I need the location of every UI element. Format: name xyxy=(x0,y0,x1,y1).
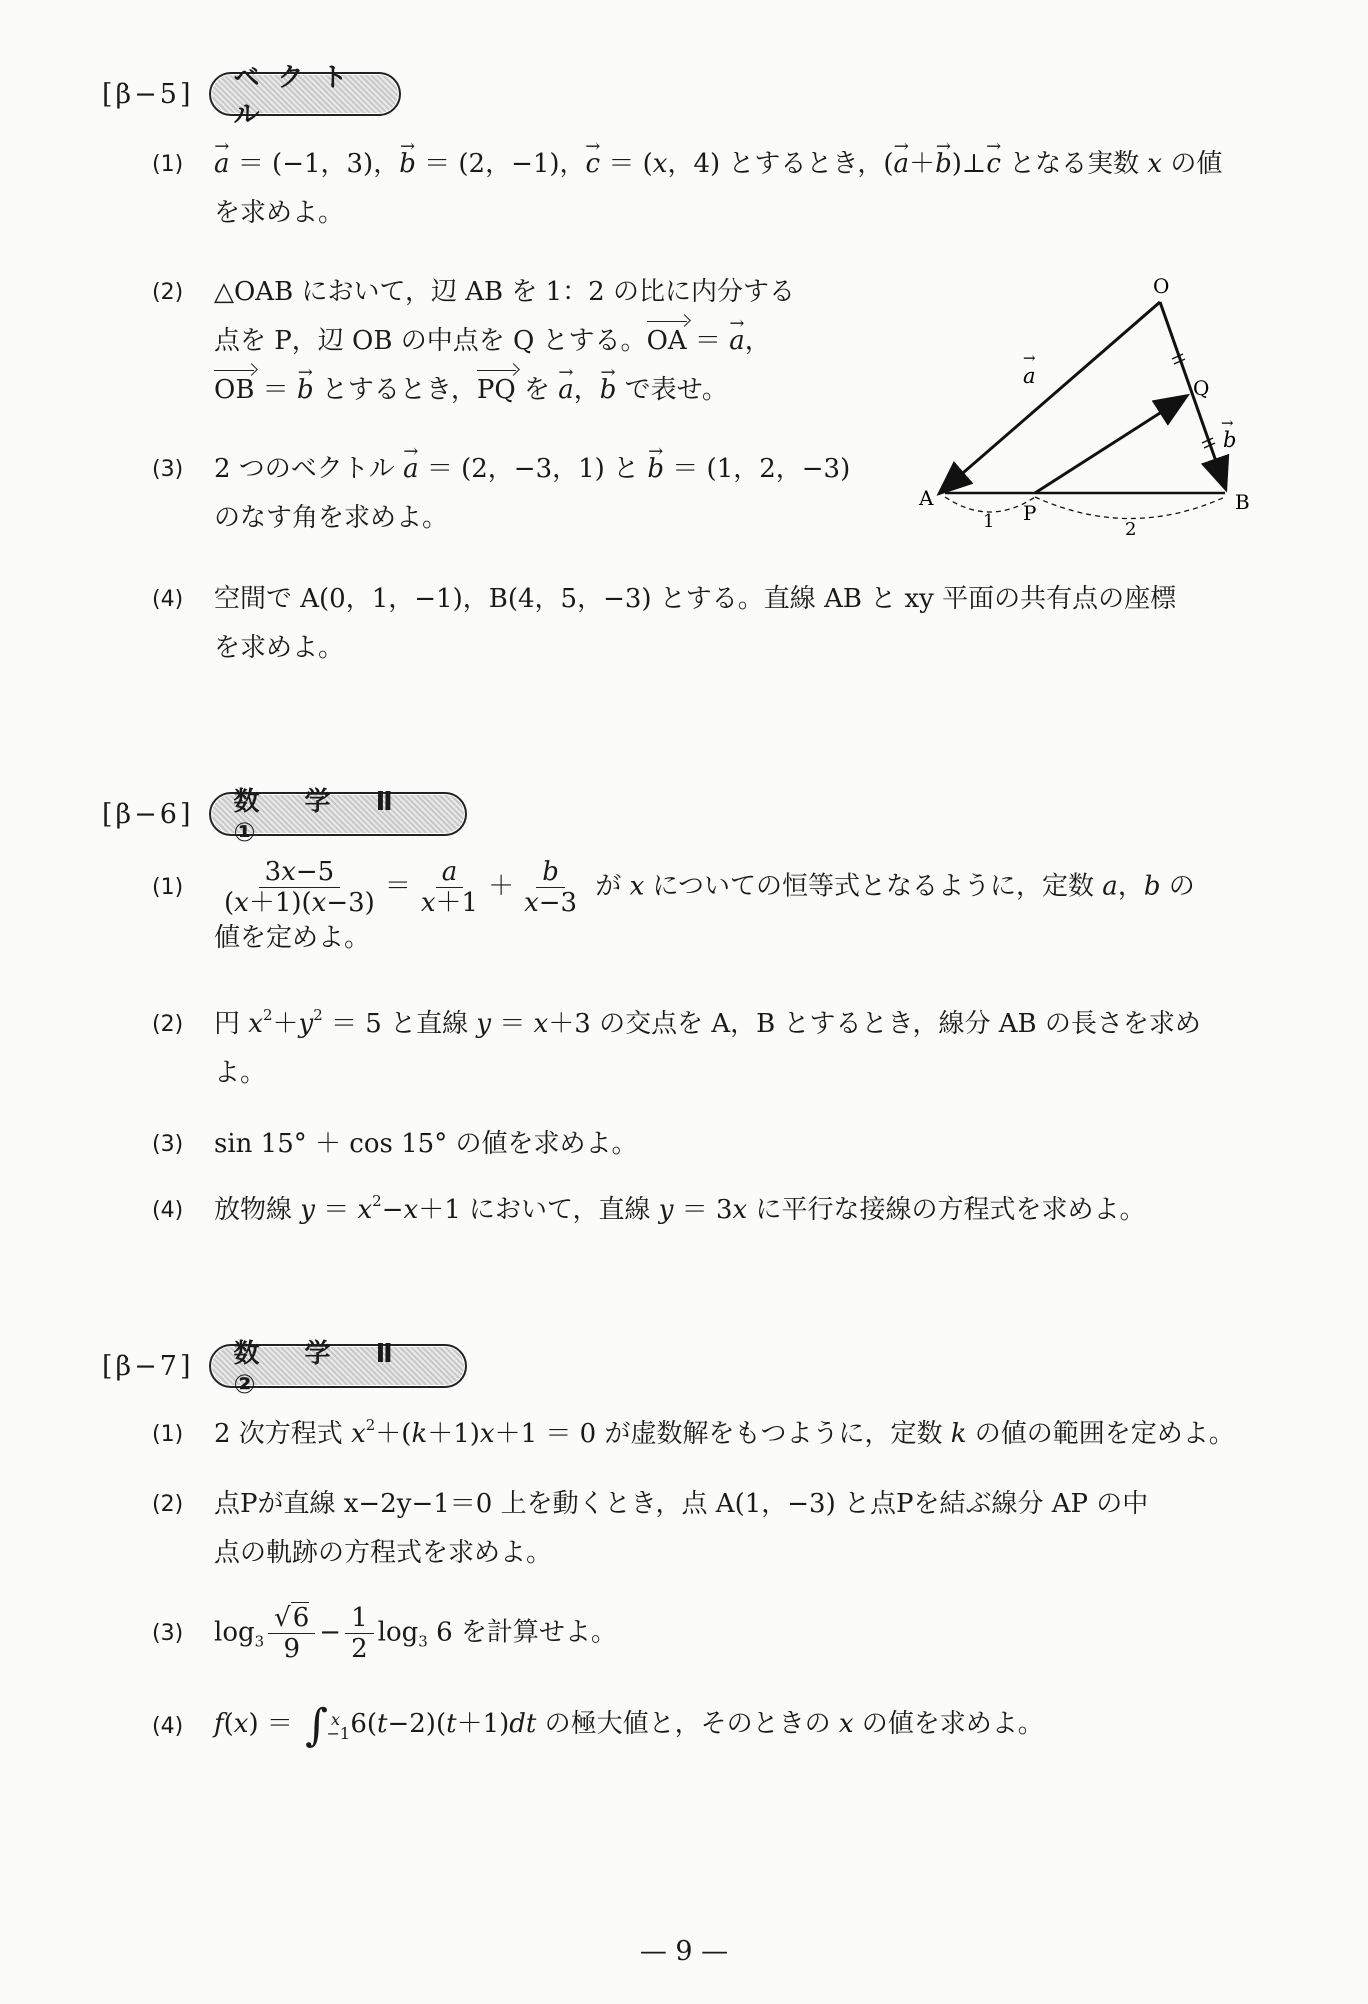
problem-b5-3 xyxy=(152,445,851,543)
section-header-beta6 xyxy=(102,786,467,848)
problem-text: $\log_3$ $\frac{√6}{9}$ − $\frac{1}{2}$ $\log_3 6$ を計算せよ。 xyxy=(214,1603,617,1664)
arc-ratio-2 xyxy=(1035,497,1225,519)
label-p: P xyxy=(1023,501,1037,525)
problem-b5-2 xyxy=(152,268,828,415)
label-q: Q xyxy=(1193,376,1210,400)
problem-b7-1 xyxy=(152,1410,1288,1459)
label-b: B xyxy=(1235,490,1250,514)
problem-b6-4 xyxy=(152,1186,1288,1235)
problem-text: 点Pが直線 x−2y−1＝0 上を動くとき，点 A(1，−3) と点Pを結ぶ線分 AP の中 点の軌跡の方程式を求めよ。 xyxy=(214,1489,1149,1568)
problem-b5-1 xyxy=(152,140,1288,238)
section-header-beta7 xyxy=(102,1338,467,1400)
problem-b7-3 xyxy=(152,1603,1288,1664)
problem-number: (3) xyxy=(152,1621,184,1646)
label-vector-b: b xyxy=(1223,428,1237,452)
problem-b5-4 xyxy=(152,575,1288,673)
problem-b7-2 xyxy=(152,1480,1288,1578)
problem-number: (3) xyxy=(152,1132,184,1157)
problem-number: (2) xyxy=(152,280,184,305)
ratio-label-2: 2 xyxy=(1125,519,1137,540)
problem-text: 空間で A(0，1，−1)，B(4，5，−3) とする。直線 AB と xy 平面の共有点の座標 を求めよ。 xyxy=(214,584,1177,663)
section-number: [β−5] xyxy=(102,78,194,110)
problem-b7-4 xyxy=(152,1700,1288,1750)
problem-number: (1) xyxy=(152,152,184,177)
problem-number: (3) xyxy=(152,457,184,482)
problem-text: 2 つのベクトル → a ＝ (2，−3，1) と → b ＝ (1，2，−3) のなす角を求めよ。 xyxy=(214,445,828,543)
problem-number: (1) xyxy=(152,1422,184,1447)
problem-text: 2 次方程式 $x^2+(k+1)x+1 = 0$ が虚数解をもつように，定数 k の値の範囲を定めよ。 xyxy=(214,1416,1235,1449)
label-o: O xyxy=(1153,274,1170,298)
section-badge: 数 学 Ⅱ ② xyxy=(209,1344,467,1388)
problem-b6-2 xyxy=(152,1000,1288,1098)
page-number: — 9 — xyxy=(639,1936,729,1967)
problem-number: (4) xyxy=(152,1198,184,1223)
problem-number: (2) xyxy=(152,1492,184,1517)
problem-b6-3 xyxy=(152,1120,1288,1169)
problem-text: sin 15° ＋ cos 15° の値を求めよ。 xyxy=(214,1129,638,1159)
section-badge: 数 学 Ⅱ ① xyxy=(209,792,467,836)
section-badge: ベクトル xyxy=(209,72,401,116)
problem-text: $\frac{3x-5}{(x+1)(x-3)}$ ＝ $\frac{a}{x+1}$ ＋ $\frac{b}{x-3}$ が x についての恒等式となるように，定数 a，b の 値を定めよ。 xyxy=(214,857,1195,953)
arrow-a: → xyxy=(1023,349,1036,367)
arrow-b: → xyxy=(1221,414,1234,432)
section-number: [β−6] xyxy=(102,798,194,830)
vector-a-line xyxy=(941,302,1160,492)
problem-number: (4) xyxy=(152,1714,184,1739)
label-a: A xyxy=(919,486,934,510)
triangle-diagram xyxy=(915,265,1255,555)
problem-text: 放物線 $y = x^2-x+1$ において，直線 y ＝ 3x に平行な接線の方程式を求めよ。 xyxy=(214,1192,1146,1225)
label-vector-a: a xyxy=(1023,364,1036,388)
ratio-label-1: 1 xyxy=(983,511,995,532)
section-number: [β−7] xyxy=(102,1350,194,1382)
arc-ratio-1 xyxy=(945,497,1035,512)
problem-text: △OAB において，辺 AB を 1：2 の比に内分する 点を P，辺 OB の中点を Q とする。OA ＝ → a， OB ＝ → b とするとき，PQ を → a，→ b で表せ。 xyxy=(214,268,828,415)
problem-text: f(x) ＝ ∫ x −1 6(t−2)(t＋1)dt の極大値と，そのときの x の値を求めよ。 xyxy=(214,1699,1044,1751)
problem-number: (1) xyxy=(152,875,184,900)
problem-text: → a ＝ (−1，3)，→ b ＝ (2，−1)，→ c ＝ (x，4) とするとき，(→ a＋→ b)⊥→ c となる実数 x の値 を求めよ。 xyxy=(214,140,1288,238)
vector-pq-line xyxy=(1035,397,1185,493)
problem-number: (2) xyxy=(152,1012,184,1037)
problem-b6-1 xyxy=(152,857,1288,963)
problem-text: 円 $x^2+y^2 = 5$ と直線 y ＝ x＋3 の交点を A，B とするとき，線分 AB の長さを求め よ。 xyxy=(214,1006,1201,1088)
problem-number: (4) xyxy=(152,587,184,612)
section-header-beta5 xyxy=(102,63,401,130)
